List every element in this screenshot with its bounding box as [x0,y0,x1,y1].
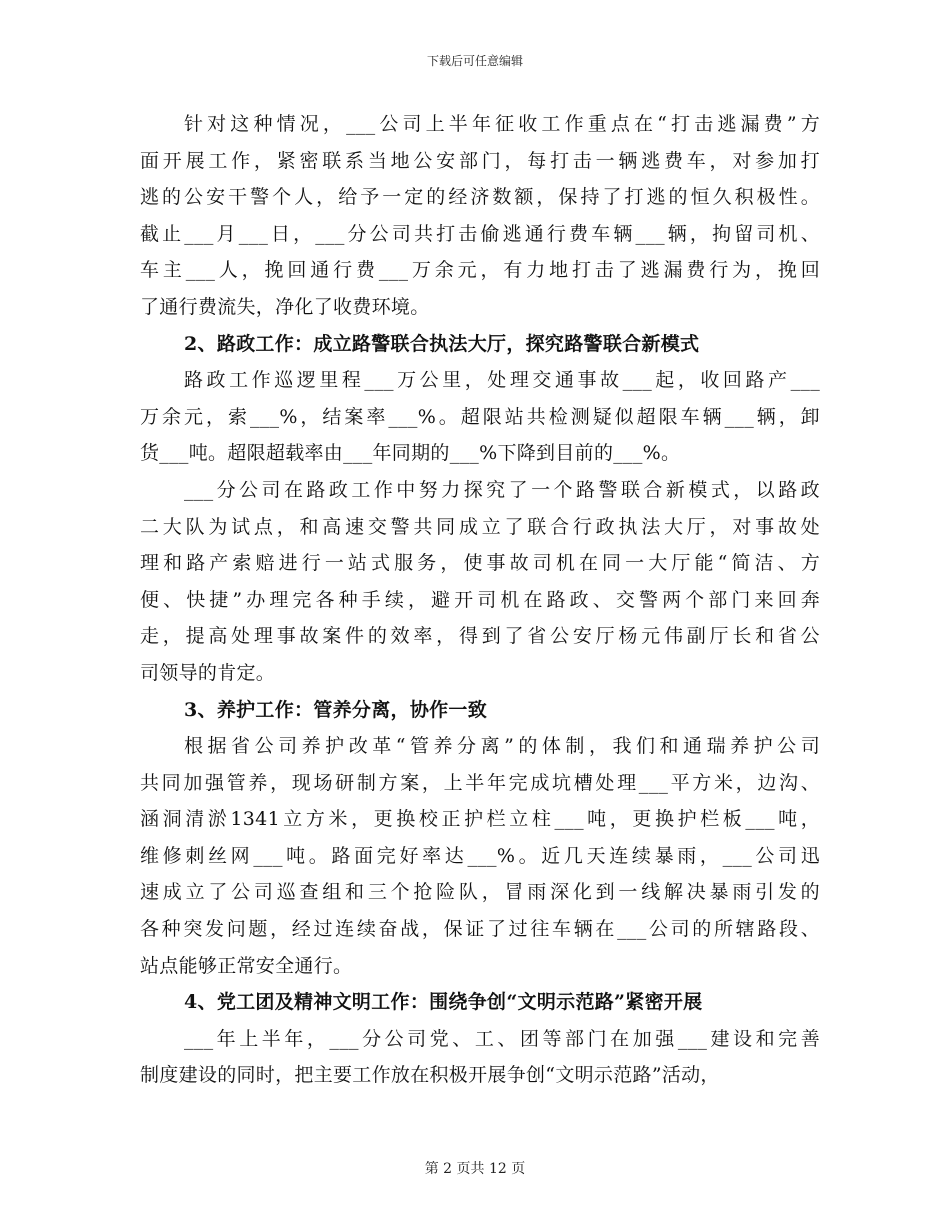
section-heading: 2、路政工作：成立路警联合执法大厅，探究路警联合新模式 [184,332,700,355]
text-line: 速成立了公司巡查组和三个抢险队，冒雨深化到一线解决暴雨引发的 [140,881,820,904]
text-line: ___分公司在路政工作中努力探究了一个路警联合新模式，以路政 [184,478,820,501]
text-line: 便、快捷”办理完各种手续，避开司机在路政、交警两个部门来回奔 [140,588,820,611]
text-line: 二大队为试点，和高速交警共同成立了联合行政执法大厅，对事故处 [140,515,820,538]
text-line: 共同加强管养，现场研制方案，上半年完成坑槽处理___平方米，边沟、 [140,771,820,794]
section-heading: 3、养护工作：管养分离，协作一致 [184,698,488,721]
text-line: 路政工作巡逻里程___万公里，处理交通事故___起，收回路产___ [184,369,820,392]
body-paragraph [140,362,820,472]
page-header: 下载后可任意编辑 [426,54,523,68]
text-line: 货___吨。超限超载率由___年同期的___%下降到目前的___%。 [140,442,681,465]
body-paragraph [140,728,820,984]
text-line: 万余元，索___%，结案率___%。超限站共检测疑似超限车辆___辆，卸 [140,405,820,428]
section-heading: 4、党工团及精神文明工作：围绕争创“文明示范路”紧密开展 [184,991,703,1014]
text-line: 截止___月___日，___分公司共打击偷逃通行费车辆___辆，拘留司机、 [140,222,820,245]
text-line: 逃的公安干警个人，给予一定的经济数额，保持了打逃的恒久积极性。 [140,186,820,209]
text-line: 制度建设的同时，把主要工作放在积极开展争创“文明示范路”活动， [140,1064,720,1087]
document-body [140,106,820,1094]
text-line: 各种突发问题，经过连续奋战，保证了过往车辆在___公司的所辖路段、 [140,918,820,941]
body-paragraph [140,1021,820,1094]
text-line: 针对这种情况，___公司上半年征收工作重点在“打击逃漏费”方 [184,113,820,135]
page-footer: 第 2 页共 12 页 [424,1161,526,1177]
text-line: 站点能够正常安全通行。 [140,954,353,977]
text-line: 面开展工作，紧密联系当地公安部门，每打击一辆逃费车，对参加打 [140,149,820,172]
text-line: 维修刺丝网___吨。路面完好率达___%。近几天连续暴雨，___公司迅 [140,844,820,867]
body-paragraph [140,106,820,326]
body-paragraph [140,472,820,692]
text-line: ___年上半年，___分公司党、工、团等部门在加强___建设和完善 [184,1027,820,1050]
text-line: 司领导的肯定。 [140,661,276,684]
text-line: 车主___人，挽回通行费___万余元，有力地打击了逃漏费行为，挽回 [140,259,820,282]
text-line: 了通行费流失，净化了收费环境。 [140,295,430,318]
text-line: 涵洞清淤1341立方米，更换校正护栏立柱___吨，更换护栏板___吨， [140,808,820,831]
text-line: 走，提高处理事故案件的效率，得到了省公安厅杨元伟副厅长和省公 [140,625,820,648]
text-line: 理和路产索赔进行一站式服务，使事故司机在同一大厅能“简洁、方 [140,552,820,575]
text-line: 根据省公司养护改革“管养分离”的体制，我们和通瑞养护公司 [184,735,820,758]
